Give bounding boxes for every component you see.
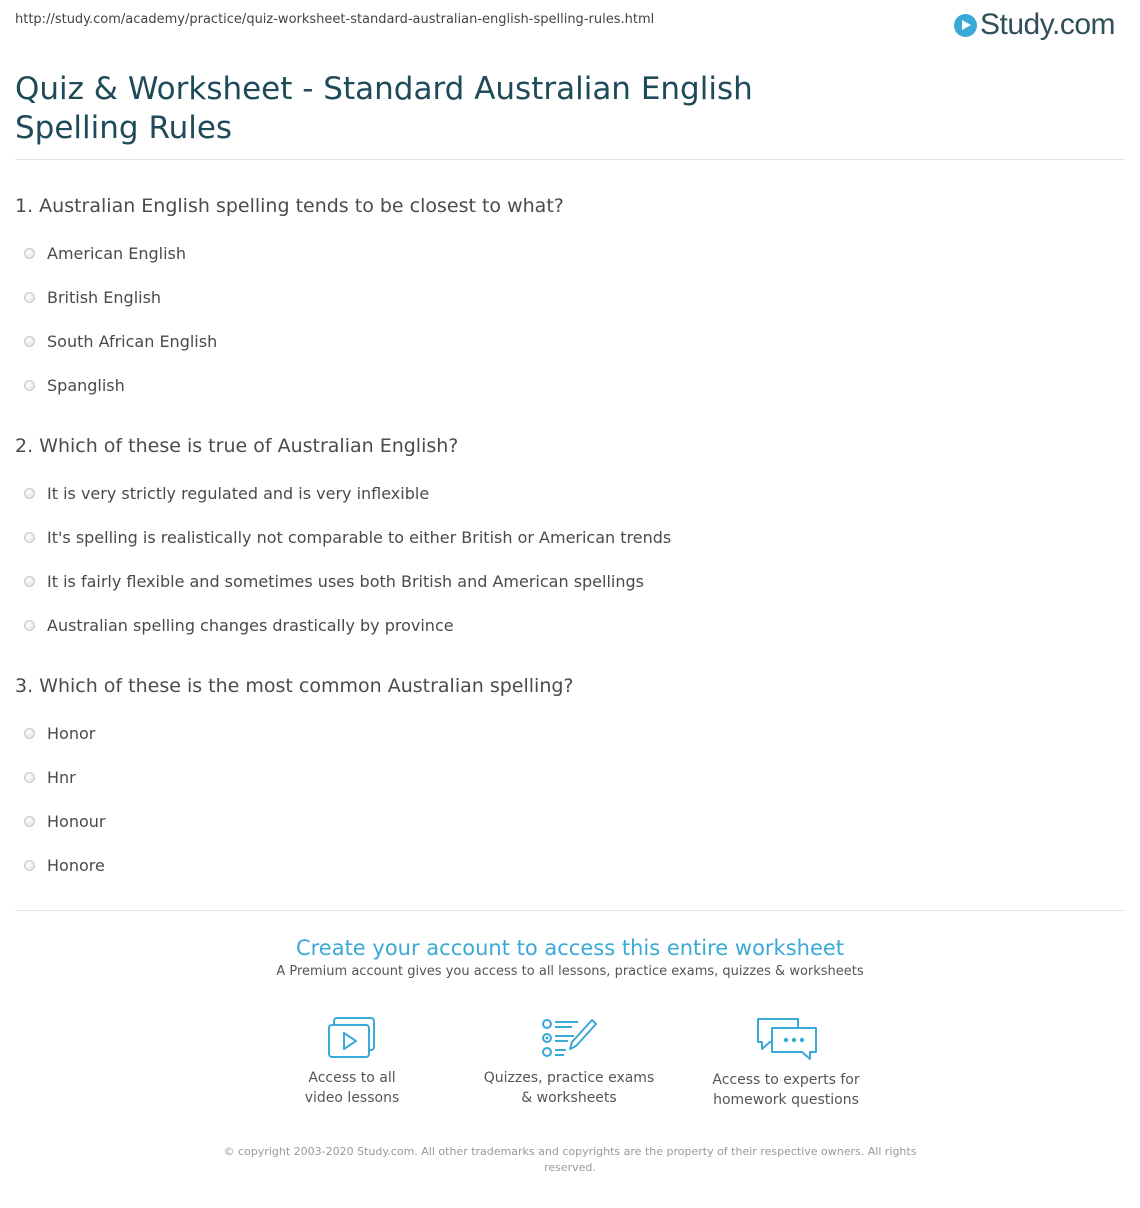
- chat-bubbles-icon: [754, 1016, 818, 1062]
- radio-button[interactable]: [24, 860, 35, 871]
- question-3: [15, 673, 1115, 892]
- answer-list: [15, 716, 1115, 892]
- answer-option[interactable]: [15, 848, 1115, 892]
- feature-label-line: & worksheets: [521, 1090, 617, 1106]
- quiz-list-icon: [540, 1016, 598, 1060]
- page-url: http://study.com/academy/practice/quiz-worksheet-standard-australian-english-spelling-rules.html: [15, 12, 655, 27]
- page-title: Quiz & Worksheet - Standard Australian English Spelling Rules: [15, 71, 753, 146]
- copyright-text: © copyright 2003-2020 Study.com. All other trademarks and copyrights are the property of their respective owners. All rights reserved.: [223, 1145, 917, 1174]
- feature-label-line: Access to all: [308, 1070, 396, 1086]
- answer-text: It's spelling is realistically not comparable to either British or American trends: [47, 528, 672, 547]
- answer-option[interactable]: [15, 324, 1115, 368]
- answer-list: [15, 236, 1115, 412]
- play-logo-icon: [954, 14, 977, 37]
- study-logo[interactable]: [954, 8, 1115, 42]
- answer-option[interactable]: [15, 564, 1115, 608]
- feature-label: [686, 1070, 886, 1110]
- answer-option[interactable]: [15, 476, 1115, 520]
- answer-option[interactable]: [15, 760, 1115, 804]
- question-text: 3. Which of these is the most common Australian spelling?: [15, 675, 574, 697]
- answer-text: It is fairly flexible and sometimes uses both British and American spellings: [47, 572, 644, 591]
- radio-button[interactable]: [24, 248, 35, 259]
- logo-text: Study.com: [980, 8, 1115, 41]
- signup-cta: [0, 934, 1140, 979]
- answer-text: Australian spelling changes drastically by province: [47, 616, 454, 635]
- feature-label-line: Quizzes, practice exams: [483, 1070, 655, 1086]
- radio-button[interactable]: [24, 728, 35, 739]
- feature-video-lessons: [252, 1016, 452, 1108]
- feature-label-line: homework questions: [713, 1092, 859, 1108]
- feature-label: [252, 1068, 452, 1108]
- question-2: [15, 433, 1115, 652]
- radio-button[interactable]: [24, 816, 35, 827]
- content-divider: [15, 910, 1125, 911]
- feature-label-line: Access to experts for: [712, 1072, 860, 1088]
- radio-button[interactable]: [24, 292, 35, 303]
- question-text: 2. Which of these is true of Australian English?: [15, 435, 459, 457]
- radio-button[interactable]: [24, 336, 35, 347]
- answer-list: [15, 476, 1115, 652]
- answer-text: South African English: [47, 332, 218, 351]
- feature-quizzes: [469, 1016, 669, 1108]
- answer-option[interactable]: [15, 608, 1115, 652]
- feature-label-line: video lessons: [304, 1090, 400, 1106]
- radio-button[interactable]: [24, 620, 35, 631]
- answer-option[interactable]: [15, 804, 1115, 848]
- radio-button[interactable]: [24, 380, 35, 391]
- answer-text: Honor: [47, 724, 96, 743]
- cta-subtitle: A Premium account gives you access to all lessons, practice exams, quizzes & worksheets: [276, 964, 864, 979]
- question-1: [15, 193, 1115, 412]
- video-lessons-icon: [326, 1016, 378, 1060]
- radio-button[interactable]: [24, 532, 35, 543]
- answer-option[interactable]: [15, 716, 1115, 760]
- top-bar: [15, 0, 1125, 48]
- radio-button[interactable]: [24, 772, 35, 783]
- answer-text: British English: [47, 288, 162, 307]
- radio-button[interactable]: [24, 488, 35, 499]
- question-text: 1. Australian English spelling tends to be closest to what?: [15, 195, 564, 217]
- answer-option[interactable]: [15, 236, 1115, 280]
- answer-option[interactable]: [15, 520, 1115, 564]
- radio-button[interactable]: [24, 576, 35, 587]
- cta-title-link[interactable]: Create your account to access this entire worksheet: [295, 936, 845, 960]
- feature-experts: [686, 1016, 886, 1110]
- answer-option[interactable]: [15, 368, 1115, 412]
- answer-text: Honore: [47, 856, 105, 875]
- title-divider: [15, 159, 1125, 160]
- answer-text: Spanglish: [47, 376, 125, 395]
- feature-label: [469, 1068, 669, 1108]
- answer-text: It is very strictly regulated and is very inflexible: [47, 484, 430, 503]
- answer-option[interactable]: [15, 280, 1115, 324]
- answer-text: Hnr: [47, 768, 76, 787]
- answer-text: Honour: [47, 812, 106, 831]
- answer-text: American English: [47, 244, 186, 263]
